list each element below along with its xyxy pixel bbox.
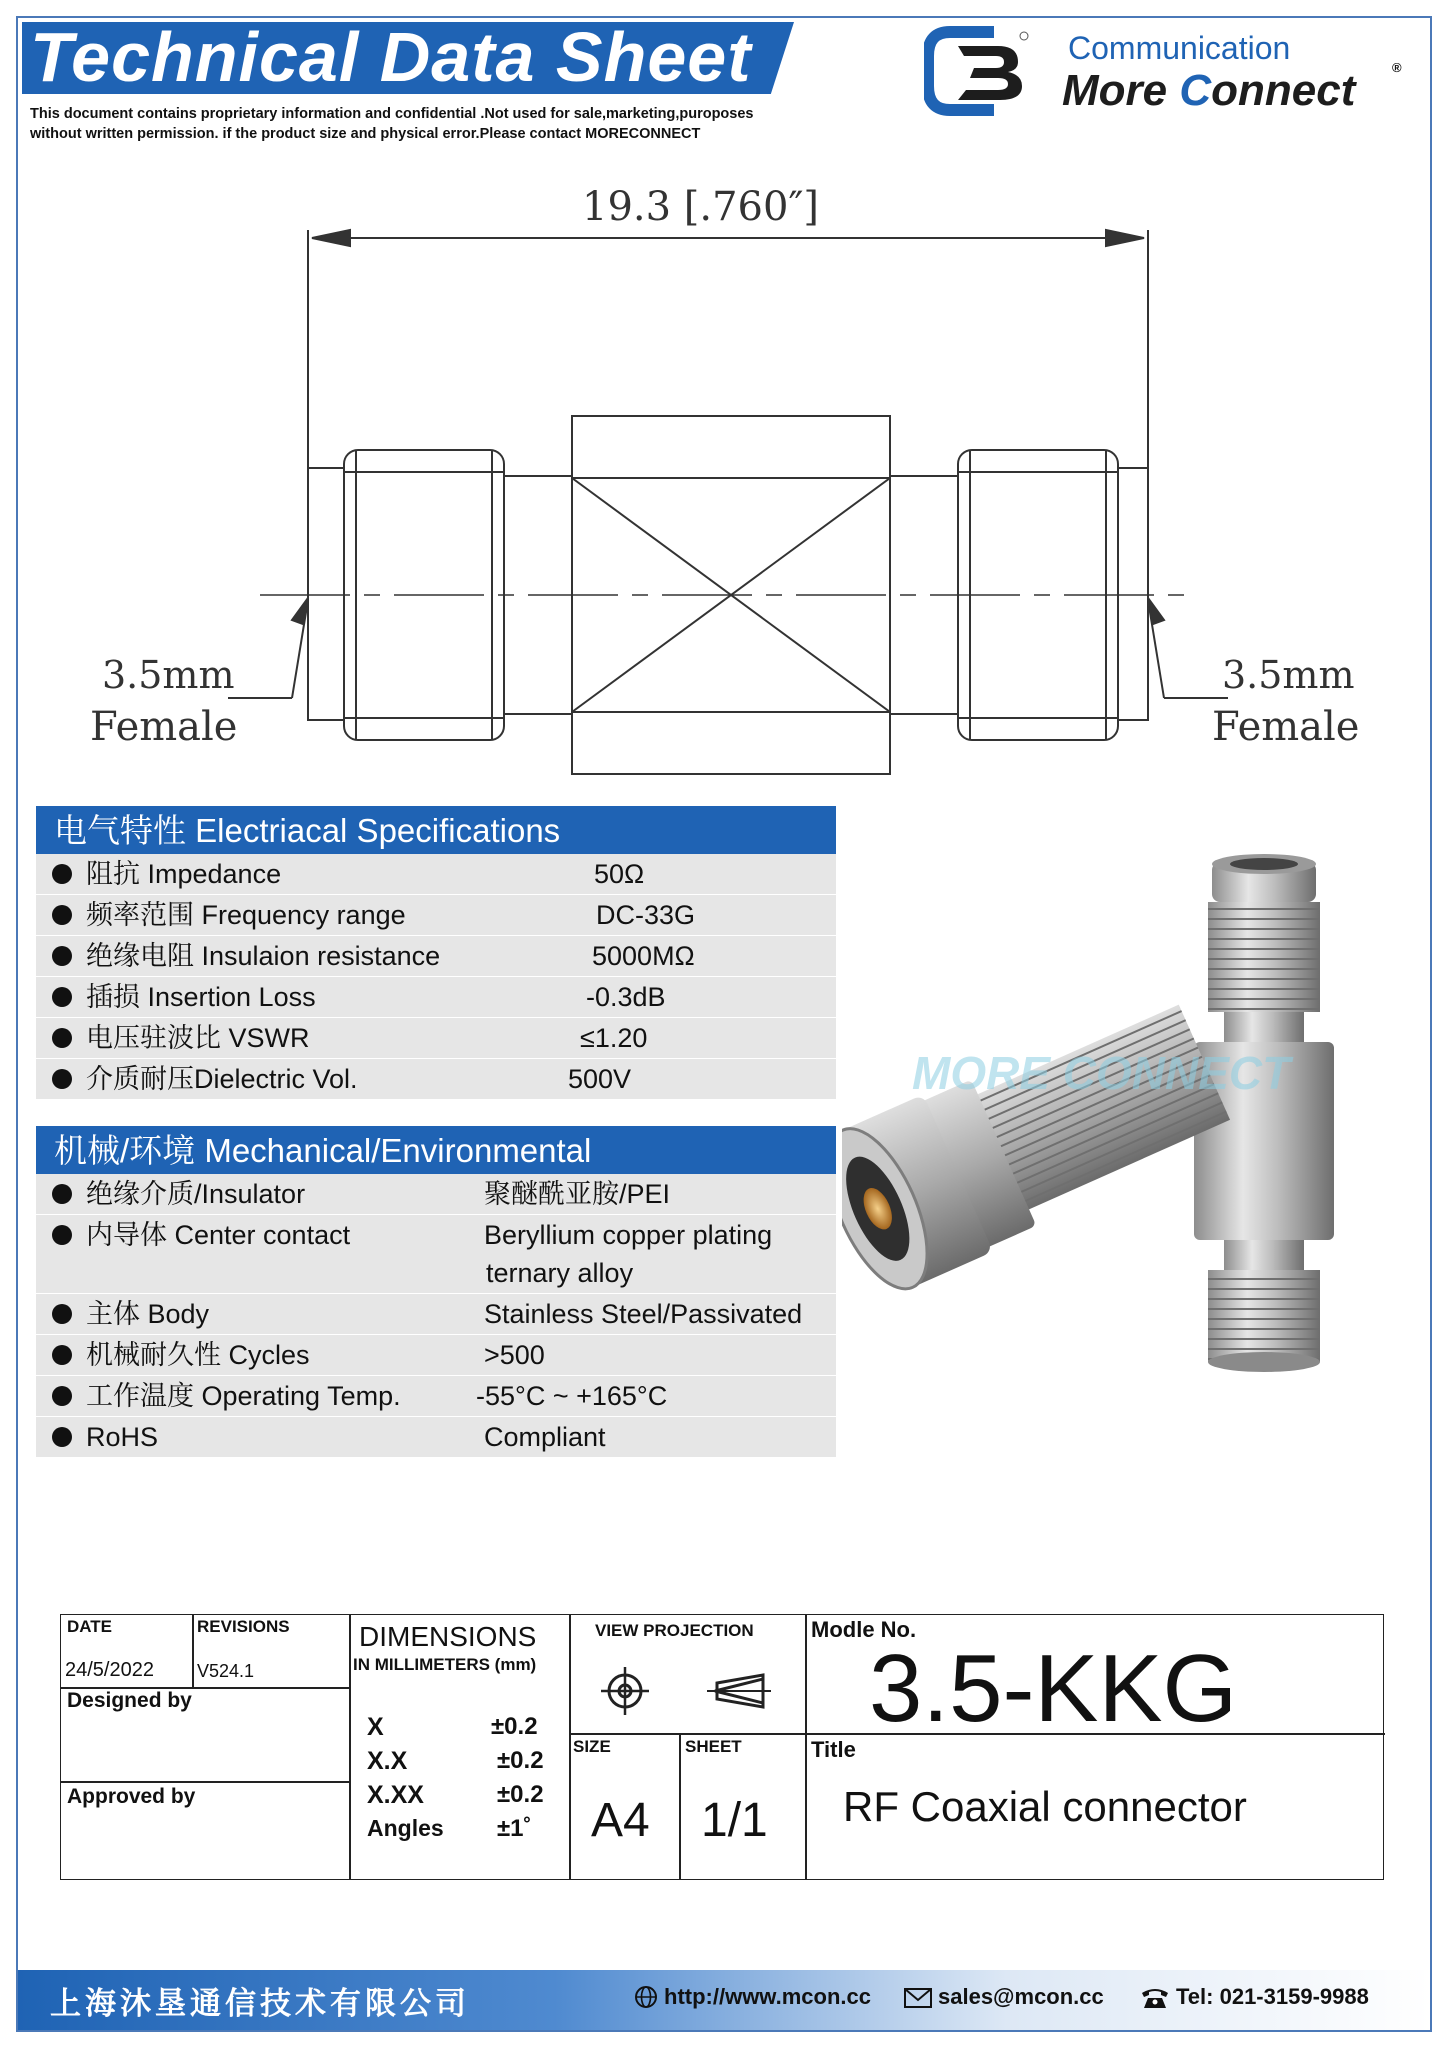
document-title: Technical Data Sheet [30, 18, 752, 96]
spec-row: 机械耐久性 Cycles >500 [36, 1335, 836, 1376]
product-photo [842, 850, 1392, 1390]
bullet-icon [52, 1184, 72, 1204]
bullet-icon [52, 1345, 72, 1365]
projection-symbol-icon [595, 1661, 795, 1721]
sheet-label: SHEET [685, 1737, 742, 1756]
bullet-icon [52, 1427, 72, 1447]
spec-row: 插损 Insertion Loss -0.3dB [36, 977, 836, 1018]
date-value: 24/5/2022 [65, 1659, 154, 1681]
approved-by-label: Approved by [67, 1785, 196, 1808]
connector-drawing [60, 150, 1380, 780]
title-block: DATE 24/5/2022 REVISIONS V524.1 Designed by Approved by DIMENSIONS IN MILLIMETERS (mm) X ±0.2 X.X ±0.2 X.XX ±0.2 Angles ±1˚ VIEW PROJECTION SIZE A4 SHEET 1/1 Modle No. 3.5-KKG Title RF Coaxial connector [60, 1614, 1384, 1880]
spec-row: 内导体 Center contact Beryllium copper plating ternary alloy [36, 1215, 836, 1294]
overall-length-dimension: 19.3 [.760″] [582, 184, 819, 230]
dimensions-label: DIMENSIONS [359, 1621, 537, 1652]
right-connector-gender: Female [1212, 704, 1360, 750]
bullet-icon [52, 1386, 72, 1406]
left-connector-gender: Female [90, 704, 238, 750]
bullet-icon [52, 864, 72, 884]
right-connector-size: 3.5mm [1222, 653, 1355, 697]
logo-tagline: Communication [1068, 30, 1291, 66]
spec-row: 电压驻波比 VSWR ≤1.20 [36, 1018, 836, 1059]
confidentiality-notice: This document contains proprietary information and confidential .Not used for sale,marketing,puroposes without written permission. if the product size and physical error.Please contact MORECONNECT [30, 106, 754, 142]
photo-watermark: MORE CONNECT [912, 1047, 1291, 1099]
spec-row: RoHS Compliant [36, 1417, 836, 1458]
dimensions-unit: IN MILLIMETERS (mm) [353, 1655, 537, 1674]
title-value: RF Coaxial connector [843, 1783, 1247, 1830]
envelope-icon [904, 1987, 932, 2009]
telephone-icon [1140, 1987, 1170, 2009]
globe-icon [634, 1985, 658, 2009]
electrical-specs-table [36, 854, 836, 1100]
website-link[interactable]: http://www.mcon.cc [634, 1984, 871, 2010]
revisions-label: REVISIONS [197, 1617, 290, 1636]
date-label: DATE [67, 1617, 113, 1636]
spec-row: 频率范围 Frequency range DC-33G [36, 895, 836, 936]
spec-row: 介质耐压Dielectric Vol. 500V [36, 1059, 836, 1100]
sheet-value: 1/1 [701, 1794, 768, 1847]
spec-row: 主体 Body Stainless Steel/Passivated [36, 1294, 836, 1335]
bullet-icon [52, 1225, 72, 1245]
company-logo-icon [924, 26, 1036, 116]
view-projection-label: VIEW PROJECTION [595, 1621, 754, 1640]
spec-row: 绝缘电阻 Insulaion resistance 5000MΩ [36, 936, 836, 977]
electrical-specs-heading: 电气特性 Electriacal Specifications [36, 806, 836, 854]
mechanical-specs-heading: 机械/环境 Mechanical/Environmental [36, 1126, 836, 1174]
revisions-value: V524.1 [197, 1661, 255, 1681]
model-number-label: Modle No. [811, 1617, 917, 1642]
mechanical-specs-table [36, 1174, 836, 1458]
company-name: 上海沐垦通信技术有限公司 [50, 1986, 470, 2022]
spec-row: 阻抗 Impedance 50Ω [36, 854, 836, 895]
logo-brand-name: More Connect [1062, 66, 1356, 115]
model-number-value: 3.5-KKG [869, 1635, 1238, 1742]
phone-number: Tel: 021-3159-9988 [1140, 1984, 1369, 2010]
bullet-icon [52, 987, 72, 1007]
bullet-icon [52, 905, 72, 925]
bullet-icon [52, 1304, 72, 1324]
bullet-icon [52, 946, 72, 966]
size-value: A4 [591, 1794, 650, 1847]
spec-row: 工作温度 Operating Temp. -55°C ~ +165°C [36, 1376, 836, 1417]
left-connector-size: 3.5mm [102, 653, 235, 697]
bullet-icon [52, 1069, 72, 1089]
spec-row: 绝缘介质/Insulator 聚醚酰亚胺/PEI [36, 1174, 836, 1215]
bullet-icon [52, 1028, 72, 1048]
registered-mark: ® [1392, 60, 1402, 75]
size-label: SIZE [573, 1737, 611, 1756]
designed-by-label: Designed by [67, 1689, 192, 1712]
email-link[interactable]: sales@mcon.cc [904, 1984, 1104, 2010]
title-label: Title [811, 1737, 856, 1762]
